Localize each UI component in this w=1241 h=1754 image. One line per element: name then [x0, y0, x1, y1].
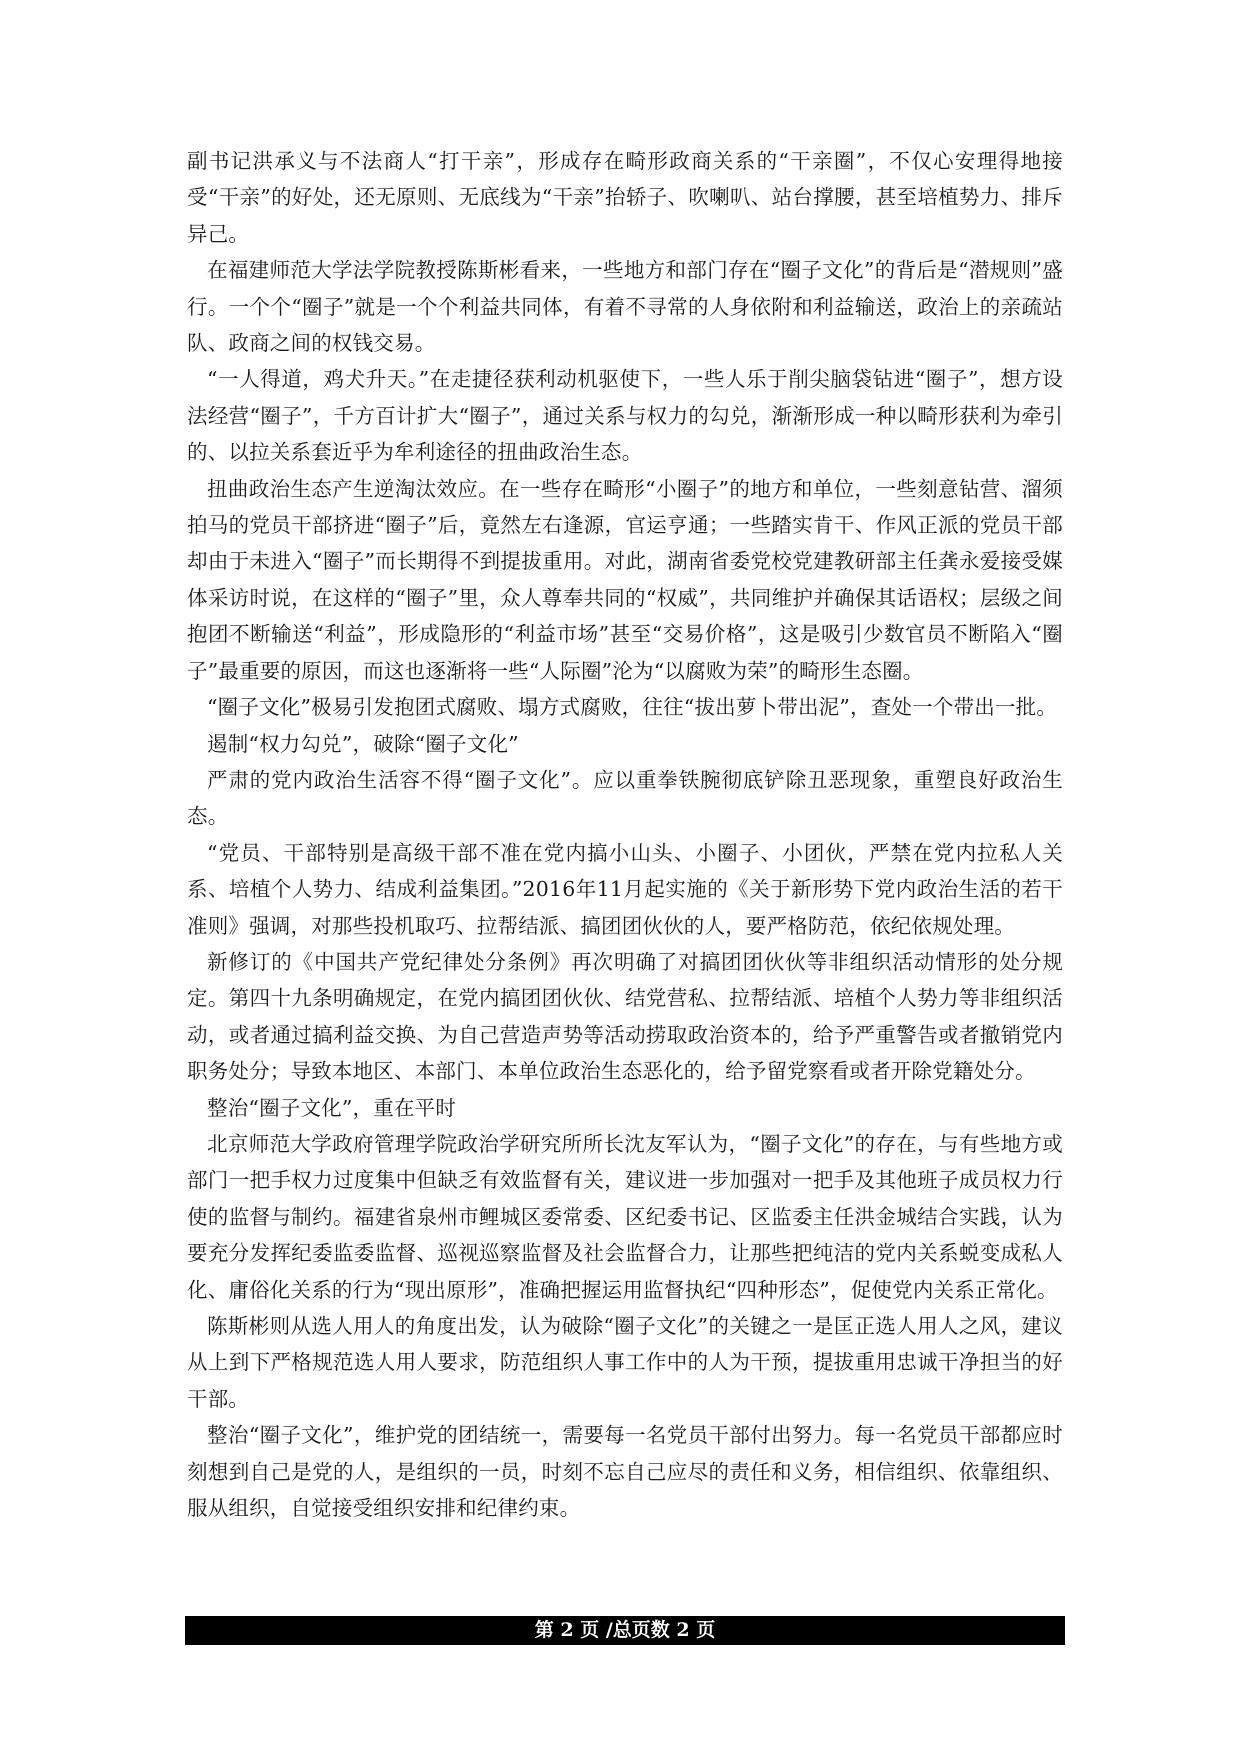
paragraph: “圈子文化”极易引发抱团式腐败、塌方式腐败，往往“拔出萝卜带出泥”，查处一个带出一批。: [207, 695, 1058, 720]
paragraph: 北京师范大学政府管理学院政治学研究所所长沈友军认为，“圈子文化”的存在，与有些地方或部门一把手权力过度集中但缺乏有效监督有关，建议进一步加强对一把手及其他班子成员权力行使的监督与制约。福建省泉州市鲤城区委常委、区纪委书记、区监委主任洪金城结合实践，认为要充分发挥纪委监委监督、巡视巡察监督及社会监督合力，让那些把纯洁的党内关系蜕变成私人化、庸俗化关系的行为“现出原形”，准确把握运用监督执纪“四种形态”，促使党内关系正常化。: [187, 1131, 1063, 1302]
section-heading: 整治“圈子文化”，重在平时: [207, 1095, 457, 1120]
paragraph: 新修订的《中国共产党纪律处分条例》再次明确了对搞团团伙伙等非组织活动情形的处分规定。第四十九条明确规定，在党内搞团团伙伙、结党营私、拉帮结派、培植个人势力等非组织活动，或者通过搞利益交换、为自己营造声势等活动捞取政治资本的，给予严重警告或者撤销党内职务处分；导致本地区、本部门、本单位政治生态恶化的，给予留党察看或者开除党籍处分。: [187, 949, 1063, 1084]
paragraph: 副书记洪承义与不法商人“打干亲”，形成存在畸形政商关系的“干亲圈”，不仅心安理得地接受“干亲”的好处，还无原则、无底线为“干亲”抬轿子、吹喇叭、站台撑腰，甚至培植势力、排斥异己。: [187, 149, 1063, 246]
page-number: 第 2 页 /总页数 2 页: [534, 1619, 716, 1641]
section-heading: 遏制“权力勾兑”，破除“圈子文化”: [207, 731, 519, 756]
paragraph: “一人得道，鸡犬升天。”在走捷径获利动机驱使下，一些人乐于削尖脑袋钻进“圈子”，想方设法经营“圈子”，千方百计扩大“圈子”，通过关系与权力的勾兑，渐渐形成一种以畸形获利为牵引的、以拉关系套近乎为牟利途径的扭曲政治生态。: [187, 367, 1063, 465]
article-body: [187, 143, 1063, 1526]
paragraph: 严肃的党内政治生活容不得“圈子文化”。应以重拳铁腕彻底铲除丑恶现象，重塑良好政治生态。: [187, 767, 1063, 829]
paragraph: 在福建师范大学法学院教授陈斯彬看来，一些地方和部门存在“圈子文化”的背后是“潜规则”盛行。一个个“圈子”就是一个个利益共同体，有着不寻常的人身依附和利益输送，政治上的亲疏站队、政商之间的权钱交易。: [187, 258, 1063, 356]
page-footer: [185, 1616, 1065, 1645]
paragraph: 整治“圈子文化”，维护党的团结统一，需要每一名党员干部付出努力。每一名党员干部都应时刻想到自己是党的人，是组织的一员，时刻不忘自己应尽的责任和义务，相信组织、依靠组织、服从组织，自觉接受组织安排和纪律约束。: [187, 1423, 1063, 1521]
paragraph: 扭曲政治生态产生逆淘汰效应。在一些存在畸形“小圈子”的地方和单位，一些刻意钻营、溜须拍马的党员干部挤进“圈子”后，竟然左右逢源，官运亨通；一些踏实肯干、作风正派的党员干部却由于未进入“圈子”而长期得不到提拔重用。对此，湖南省委党校党建教研部主任龚永爱接受媒体采访时说，在这样的“圈子”里，众人尊奉共同的“权威”，共同维护并确保其话语权；层级之间抱团不断输送“利益”，形成隐形的“利益市场”甚至“交易价格”，这是吸引少数官员不断陷入“圈子”最重要的原因，而这也逐渐将一些“人际圈”沦为“以腐败为荣”的畸形生态圈。: [187, 476, 1063, 683]
paragraph: “党员、干部特别是高级干部不准在党内搞小山头、小圈子、小团伙，严禁在党内拉私人关系、培植个人势力、结成利益集团。”2016年11月起实施的《关于新形势下党内政治生活的若干准则》强调，对那些投机取巧、拉帮结派、搞团团伙伙的人，要严格防范，依纪依规处理。: [187, 840, 1063, 938]
paragraph: 陈斯彬则从选人用人的角度出发，认为破除“圈子文化”的关键之一是匡正选人用人之风，建议从上到下严格规范选人用人要求，防范组织人事工作中的人为干预，提拔重用忠诚干净担当的好干部。: [187, 1314, 1063, 1411]
